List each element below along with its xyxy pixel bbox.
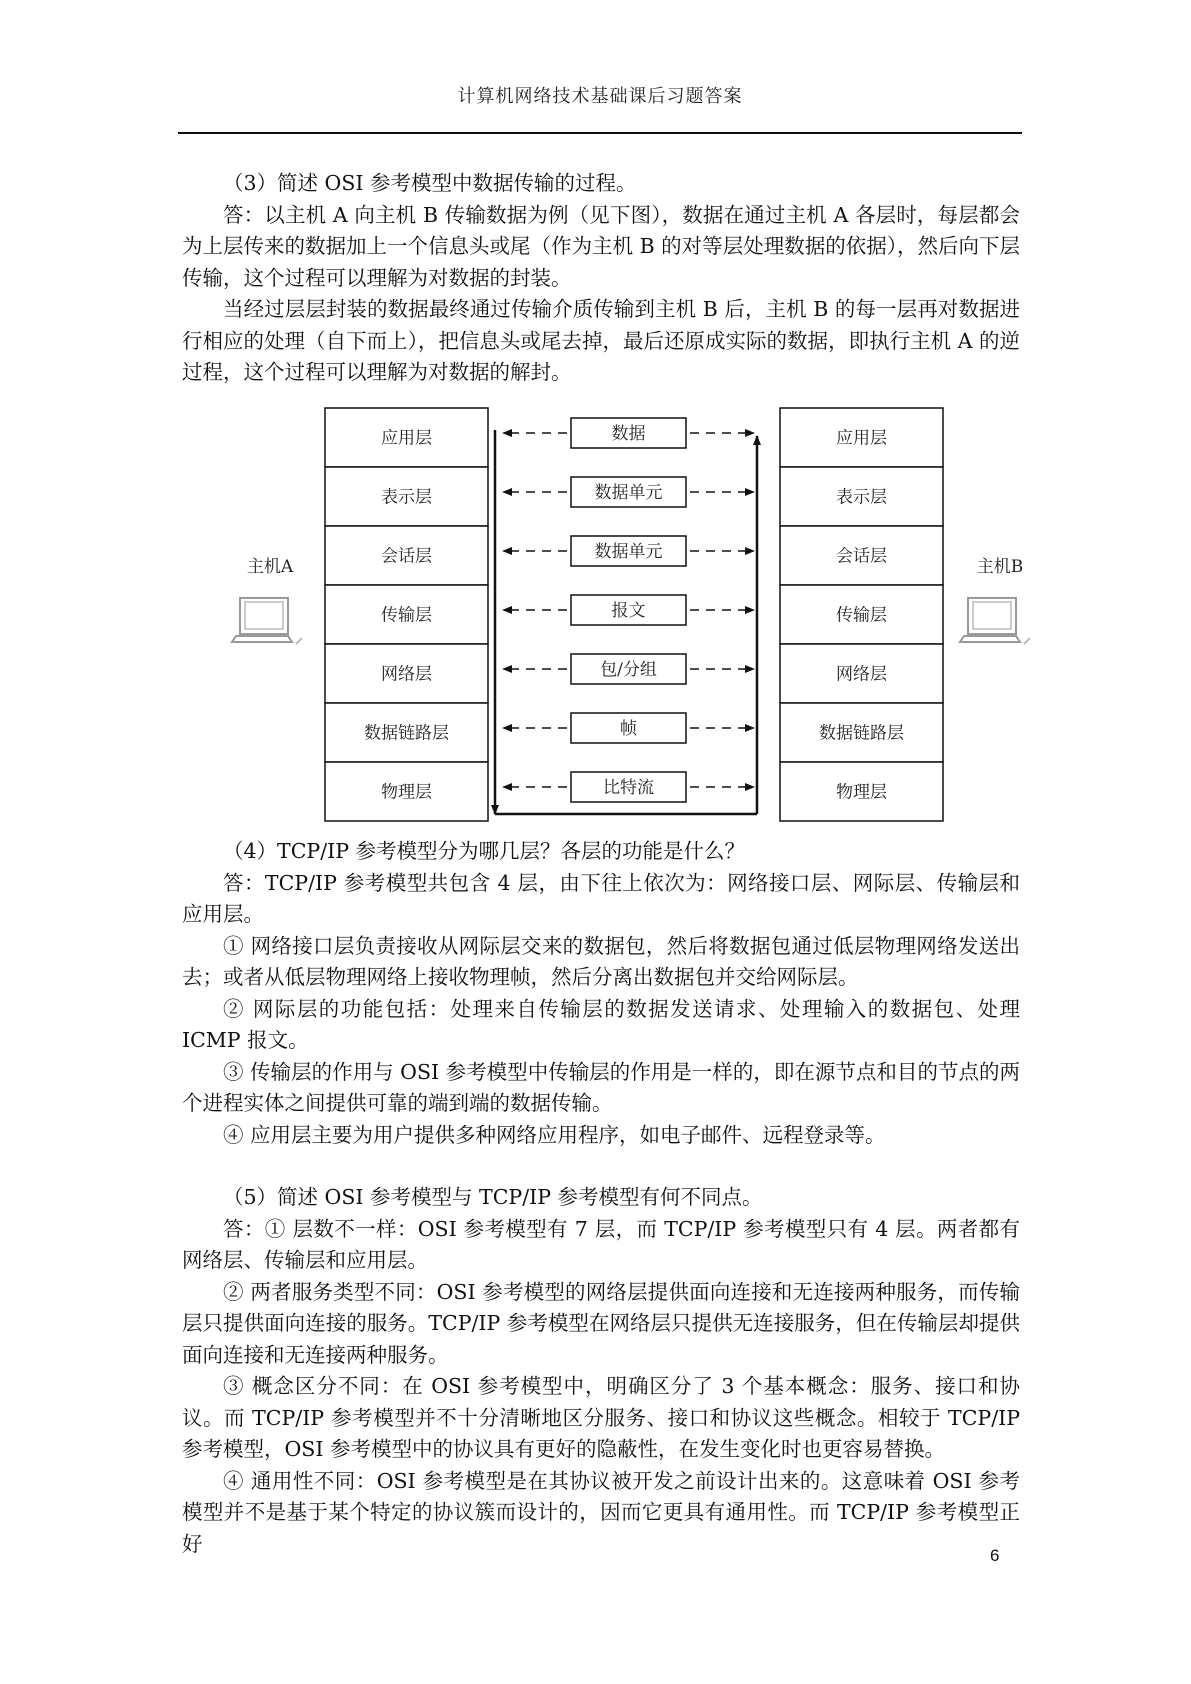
computer-icon <box>232 598 302 644</box>
host-a-layer-label: 会话层 <box>381 546 432 567</box>
answer-5-item-1: 答：① 层数不一样：OSI 参考模型有 7 层，而 TCP/IP 参考模型只有 4 层。两者都有网络层、传输层和应用层。 <box>182 1216 1020 1272</box>
answer-4-item-4: ④ 应用层主要为用户提供多种网络应用程序，如电子邮件、远程登录等。 <box>223 1122 886 1147</box>
host-b-layer-label: 数据链路层 <box>819 723 904 744</box>
host-a-layer-label: 传输层 <box>381 605 432 626</box>
host-a-layer-label: 应用层 <box>381 428 432 449</box>
host-a-layer-stack <box>325 408 488 821</box>
host-b-layer-label: 传输层 <box>836 605 887 626</box>
answer-4-item-1: ① 网络接口层负责接收从网际层交来的数据包，然后将数据包通过低层物理网络发送出去；或者从低层物理网络上接收物理帧，然后分离出数据包并交给网际层。 <box>182 933 1020 989</box>
answer-5-item-3: ③ 概念区分不同：在 OSI 参考模型中，明确区分了 3 个基本概念：服务、接口和协议。而 TCP/IP 参考模型并不十分清晰地区分服务、接口和协议这些概念。相较于 TCP/IP 参考模型，OSI 参考模型中的协议具有更好的隐蔽性，在发生变化时也更容易替换。 <box>182 1374 1020 1461</box>
data-unit-label: 数据 <box>611 424 646 444</box>
data-unit-label: 数据单元 <box>594 483 663 503</box>
osi-diagram-svg <box>0 400 1191 830</box>
host-b-layer-label: 物理层 <box>836 782 887 803</box>
osi-data-transfer-diagram <box>0 400 1191 830</box>
question-4: （4）TCP/IP 参考模型分为哪几层？各层的功能是什么？ <box>223 839 746 863</box>
data-unit-label: 比特流 <box>603 778 654 798</box>
page-number: 6 <box>990 1546 1000 1565</box>
host-a-layer-label: 数据链路层 <box>364 723 449 744</box>
host-b-layer-label: 应用层 <box>836 428 887 449</box>
data-unit-label: 帧 <box>620 719 637 739</box>
host-b-label: 主机B <box>976 557 1024 577</box>
question-3: （3）简述 OSI 参考模型中数据传输的过程。 <box>223 171 637 195</box>
host-a-layer-label: 表示层 <box>381 487 432 508</box>
answer-4-item-2: ② 网际层的功能包括：处理来自传输层的数据发送请求、处理输入的数据包、处理 ICMP 报文。 <box>182 996 1020 1052</box>
section-tcpip-layers <box>182 836 1020 1560</box>
answer-5-item-4: ④ 通用性不同：OSI 参考模型是在其协议被开发之前设计出来的。这意味着 OSI 参考模型并不是基于某个特定的协议簇而设计的，因而它更具有通用性。而 TCP/IP 参考模型正好 <box>182 1468 1020 1556</box>
data-unit-label: 数据单元 <box>594 542 663 562</box>
page-header-title: 计算机网络技术基础课后习题答案 <box>457 86 743 107</box>
section-osi-transfer <box>182 168 1020 389</box>
answer-4: 答：TCP/IP 参考模型共包含 4 层，由下往上依次为：网络接口层、网际层、传输层和应用层。 <box>182 870 1020 926</box>
answer-4-item-3: ③ 传输层的作用与 OSI 参考模型中传输层的作用是一样的，即在源节点和目的节点的两个进程实体之间提供可靠的端到端的数据传输。 <box>182 1059 1020 1115</box>
data-unit-label: 报文 <box>611 601 646 621</box>
host-b-layer-label: 会话层 <box>836 546 887 567</box>
header-rule <box>178 132 1022 134</box>
host-a-layer-label: 网络层 <box>381 664 432 685</box>
answer-3-paragraph-2: 当经过层层封装的数据最终通过传输介质传输到主机 B 后，主机 B 的每一层再对数据进行相应的处理（自下而上），把信息头或尾去掉，最后还原成实际的数据，即执行主机 A 的逆过程，这个过程可以理解为对数据的解封。 <box>182 297 1020 384</box>
computer-icon <box>960 598 1030 644</box>
question-5: （5）简述 OSI 参考模型与 TCP/IP 参考模型有何不同点。 <box>223 1185 763 1209</box>
data-unit-label: 包/分组 <box>600 660 657 680</box>
host-b-layer-label: 表示层 <box>836 487 887 508</box>
host-a-label: 主机A <box>246 557 294 577</box>
answer-5-item-2: ② 两者服务类型不同：OSI 参考模型的网络层提供面向连接和无连接两种服务，而传输层只提供面向连接的服务。TCP/IP 参考模型在网络层只提供无连接服务，但在传输层却提供面向连接和无连接两种服务。 <box>182 1279 1020 1367</box>
host-b-layer-stack <box>780 408 943 821</box>
host-a-layer-label: 物理层 <box>381 782 432 803</box>
host-b-layer-label: 网络层 <box>836 664 887 685</box>
data-unit-column <box>503 418 754 802</box>
answer-3-paragraph-1: 答：以主机 A 向主机 B 传输数据为例（见下图），数据在通过主机 A 各层时，每层都会为上层传来的数据加上一个信息头或尾（作为主机 B 的对等层处理数据的依据），然后向下层传输，这个过程可以理解为对数据的封装。 <box>182 202 1020 290</box>
